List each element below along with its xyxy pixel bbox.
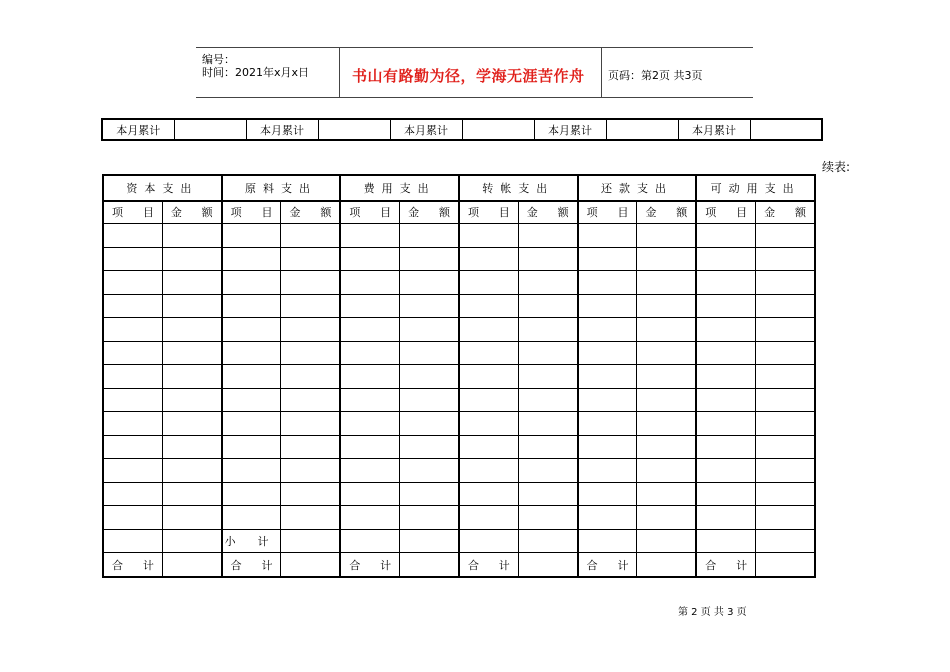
- amount-cell[interactable]: [400, 412, 459, 436]
- amount-cell[interactable]: [162, 412, 221, 436]
- total-char: 计: [617, 558, 629, 572]
- item-cell[interactable]: [578, 365, 637, 389]
- item-cell[interactable]: [222, 506, 281, 530]
- total-char: 计: [736, 558, 748, 572]
- table-row: [103, 341, 815, 365]
- item-cell[interactable]: [459, 459, 518, 483]
- amount-cell[interactable]: [400, 224, 459, 248]
- amount-cell[interactable]: [637, 459, 696, 483]
- column-header-char: 项: [705, 206, 717, 220]
- amount-cell[interactable]: [281, 529, 340, 553]
- table-row: [103, 506, 815, 530]
- item-cell[interactable]: [459, 341, 518, 365]
- item-cell[interactable]: [222, 388, 281, 412]
- item-cell[interactable]: [696, 506, 755, 530]
- item-cell[interactable]: [459, 529, 518, 553]
- amount-cell[interactable]: [518, 247, 577, 271]
- amount-cell[interactable]: [637, 529, 696, 553]
- total-label: [222, 553, 281, 577]
- item-cell[interactable]: [340, 341, 399, 365]
- item-cell[interactable]: [103, 365, 162, 389]
- item-cell[interactable]: [578, 271, 637, 295]
- item-cell[interactable]: [103, 435, 162, 459]
- amount-cell[interactable]: [400, 553, 459, 577]
- amount-cell[interactable]: [637, 412, 696, 436]
- amount-cell[interactable]: [756, 388, 815, 412]
- amount-cell[interactable]: [637, 388, 696, 412]
- item-cell[interactable]: [222, 294, 281, 318]
- amount-cell[interactable]: [637, 482, 696, 506]
- item-cell[interactable]: [340, 435, 399, 459]
- item-cell[interactable]: [578, 318, 637, 342]
- item-cell[interactable]: [222, 271, 281, 295]
- item-cell[interactable]: [696, 435, 755, 459]
- amount-cell[interactable]: [162, 365, 221, 389]
- amount-cell[interactable]: [637, 365, 696, 389]
- group-header: 还款支出: [578, 175, 697, 201]
- item-cell[interactable]: [578, 482, 637, 506]
- column-header-char: 目: [498, 206, 510, 220]
- item-cell[interactable]: [340, 529, 399, 553]
- item-cell[interactable]: [696, 271, 755, 295]
- monthly-cumulative-label: 本月累计: [390, 119, 462, 140]
- column-header-amount: [518, 201, 577, 224]
- total-char: 合: [349, 558, 361, 572]
- amount-cell[interactable]: [756, 482, 815, 506]
- amount-cell[interactable]: [518, 271, 577, 295]
- group-header: 资本支出: [103, 175, 222, 201]
- amount-cell[interactable]: [518, 459, 577, 483]
- group-header: 可动用支出: [696, 175, 815, 201]
- column-header-item: [222, 201, 281, 224]
- subtotal-char: 计: [257, 535, 269, 549]
- group-header: 原料支出: [222, 175, 341, 201]
- table-row: [103, 388, 815, 412]
- amount-cell[interactable]: [637, 294, 696, 318]
- item-cell[interactable]: [696, 412, 755, 436]
- table-row: [103, 247, 815, 271]
- item-cell[interactable]: [222, 435, 281, 459]
- column-header-char: 金: [170, 206, 182, 220]
- amount-cell[interactable]: [162, 318, 221, 342]
- item-cell[interactable]: [459, 318, 518, 342]
- amount-cell[interactable]: [281, 247, 340, 271]
- item-cell[interactable]: [222, 247, 281, 271]
- item-cell[interactable]: [340, 318, 399, 342]
- amount-cell[interactable]: [400, 388, 459, 412]
- item-cell[interactable]: [340, 294, 399, 318]
- item-cell[interactable]: [222, 365, 281, 389]
- item-cell[interactable]: [459, 224, 518, 248]
- amount-cell[interactable]: [281, 506, 340, 530]
- item-cell[interactable]: [340, 388, 399, 412]
- column-header-amount: [400, 201, 459, 224]
- amount-cell[interactable]: [637, 318, 696, 342]
- amount-cell[interactable]: [756, 412, 815, 436]
- monthly-cumulative-value[interactable]: [174, 119, 246, 140]
- column-header-char: 额: [676, 206, 688, 220]
- item-cell[interactable]: [578, 294, 637, 318]
- item-cell[interactable]: [459, 435, 518, 459]
- item-cell[interactable]: [696, 247, 755, 271]
- header-divider-left: [339, 47, 340, 98]
- column-header-item: [696, 201, 755, 224]
- amount-cell[interactable]: [281, 388, 340, 412]
- column-header-char: 金: [526, 206, 538, 220]
- total-label: [459, 553, 518, 577]
- item-cell[interactable]: [103, 271, 162, 295]
- item-cell[interactable]: [340, 482, 399, 506]
- column-header-char: 目: [736, 206, 748, 220]
- item-cell[interactable]: [103, 318, 162, 342]
- total-char: 计: [261, 558, 273, 572]
- amount-cell[interactable]: [518, 318, 577, 342]
- page-footer: 第 2 页 共 3 页: [678, 607, 747, 618]
- page-code: 页码：第2页 共3页: [608, 69, 703, 82]
- item-cell[interactable]: [459, 388, 518, 412]
- total-label: [340, 553, 399, 577]
- amount-cell[interactable]: [518, 412, 577, 436]
- item-cell[interactable]: [340, 365, 399, 389]
- column-header-char: 额: [557, 206, 569, 220]
- subtotal-label: [222, 529, 281, 553]
- amount-cell[interactable]: [637, 435, 696, 459]
- item-cell[interactable]: [578, 506, 637, 530]
- item-cell[interactable]: [696, 318, 755, 342]
- item-cell[interactable]: [222, 459, 281, 483]
- item-cell[interactable]: [696, 482, 755, 506]
- column-header-char: 项: [230, 206, 242, 220]
- item-cell[interactable]: [459, 247, 518, 271]
- amount-cell[interactable]: [518, 435, 577, 459]
- amount-cell[interactable]: [518, 224, 577, 248]
- subtotal-row: [103, 529, 815, 553]
- total-char: 计: [380, 558, 392, 572]
- monthly-cumulative-value[interactable]: [606, 119, 678, 140]
- column-header-char: 目: [617, 206, 629, 220]
- amount-cell[interactable]: [162, 224, 221, 248]
- item-cell[interactable]: [696, 388, 755, 412]
- amount-cell[interactable]: [637, 553, 696, 577]
- item-cell[interactable]: [578, 459, 637, 483]
- amount-cell[interactable]: [756, 247, 815, 271]
- item-cell[interactable]: [340, 247, 399, 271]
- monthly-cumulative-label: 本月累计: [246, 119, 318, 140]
- table-row: [103, 318, 815, 342]
- item-cell[interactable]: [222, 224, 281, 248]
- item-cell[interactable]: [103, 224, 162, 248]
- amount-cell[interactable]: [400, 247, 459, 271]
- item-cell[interactable]: [103, 482, 162, 506]
- item-cell[interactable]: [578, 435, 637, 459]
- table-row: [103, 224, 815, 248]
- amount-cell[interactable]: [400, 365, 459, 389]
- item-cell[interactable]: [103, 388, 162, 412]
- column-header-item: [103, 201, 162, 224]
- amount-cell[interactable]: [162, 459, 221, 483]
- monthly-cumulative-strip: [101, 118, 823, 141]
- amount-cell[interactable]: [756, 341, 815, 365]
- amount-cell[interactable]: [518, 553, 577, 577]
- column-header-item: [340, 201, 399, 224]
- amount-cell[interactable]: [756, 506, 815, 530]
- monthly-cumulative-label: 本月累计: [534, 119, 606, 140]
- column-header-char: 额: [201, 206, 213, 220]
- total-char: 合: [705, 558, 717, 572]
- item-cell[interactable]: [578, 224, 637, 248]
- column-header-char: 金: [408, 206, 420, 220]
- amount-cell[interactable]: [637, 224, 696, 248]
- item-cell[interactable]: [340, 224, 399, 248]
- item-cell[interactable]: [578, 341, 637, 365]
- column-header-char: 项: [112, 206, 123, 220]
- table-row: [103, 294, 815, 318]
- column-header-item: [578, 201, 637, 224]
- amount-cell[interactable]: [281, 553, 340, 577]
- column-header-char: 金: [645, 206, 657, 220]
- total-char: 合: [586, 558, 598, 572]
- monthly-cumulative-value[interactable]: [318, 119, 390, 140]
- amount-cell[interactable]: [162, 294, 221, 318]
- item-cell[interactable]: [696, 294, 755, 318]
- document-number-label: 编号：: [202, 53, 235, 66]
- column-header-char: 项: [586, 206, 598, 220]
- continued-label: 续表:: [822, 160, 851, 174]
- table-row: [103, 365, 815, 389]
- amount-cell[interactable]: [756, 553, 815, 577]
- amount-cell[interactable]: [400, 318, 459, 342]
- table-row: [103, 435, 815, 459]
- amount-cell[interactable]: [162, 435, 221, 459]
- column-header-char: 目: [142, 206, 154, 220]
- item-cell[interactable]: [696, 459, 755, 483]
- table-row: [103, 412, 815, 436]
- group-header: 费用支出: [340, 175, 459, 201]
- item-cell[interactable]: [459, 271, 518, 295]
- amount-cell[interactable]: [518, 341, 577, 365]
- column-header-char: 额: [438, 206, 450, 220]
- amount-cell[interactable]: [281, 412, 340, 436]
- amount-cell[interactable]: [281, 294, 340, 318]
- amount-cell[interactable]: [162, 271, 221, 295]
- amount-cell[interactable]: [162, 506, 221, 530]
- item-cell[interactable]: [103, 529, 162, 553]
- item-cell[interactable]: [103, 247, 162, 271]
- item-cell[interactable]: [222, 412, 281, 436]
- amount-cell[interactable]: [281, 271, 340, 295]
- amount-cell[interactable]: [518, 365, 577, 389]
- item-cell[interactable]: [222, 482, 281, 506]
- amount-cell[interactable]: [518, 482, 577, 506]
- monthly-cumulative-label: 本月累计: [678, 119, 750, 140]
- item-cell[interactable]: [222, 318, 281, 342]
- amount-cell[interactable]: [281, 459, 340, 483]
- item-cell[interactable]: [696, 529, 755, 553]
- item-cell[interactable]: [696, 224, 755, 248]
- amount-cell[interactable]: [637, 247, 696, 271]
- item-cell[interactable]: [696, 365, 755, 389]
- amount-cell[interactable]: [400, 482, 459, 506]
- item-cell[interactable]: [459, 506, 518, 530]
- item-cell[interactable]: [340, 271, 399, 295]
- item-cell[interactable]: [459, 294, 518, 318]
- header-motto: 书山有路勤为径，学海无涯苦作舟: [352, 67, 585, 85]
- total-label: [696, 553, 755, 577]
- column-header-char: 金: [289, 206, 301, 220]
- amount-cell[interactable]: [281, 365, 340, 389]
- amount-cell[interactable]: [756, 529, 815, 553]
- column-header-char: 项: [467, 206, 479, 220]
- amount-cell[interactable]: [281, 435, 340, 459]
- amount-cell[interactable]: [637, 271, 696, 295]
- item-cell[interactable]: [103, 412, 162, 436]
- amount-cell[interactable]: [281, 341, 340, 365]
- total-char: 合: [112, 558, 123, 572]
- amount-cell[interactable]: [756, 365, 815, 389]
- column-header-char: 目: [380, 206, 392, 220]
- item-cell[interactable]: [578, 529, 637, 553]
- total-label: [578, 553, 637, 577]
- amount-cell[interactable]: [756, 294, 815, 318]
- amount-cell[interactable]: [756, 271, 815, 295]
- total-char: 合: [467, 558, 479, 572]
- amount-cell[interactable]: [162, 482, 221, 506]
- column-header-char: 项: [349, 206, 361, 220]
- item-cell[interactable]: [340, 506, 399, 530]
- group-header: 转帐支出: [459, 175, 578, 201]
- amount-cell[interactable]: [162, 341, 221, 365]
- amount-cell[interactable]: [400, 294, 459, 318]
- total-char: 合: [230, 558, 242, 572]
- item-cell[interactable]: [696, 341, 755, 365]
- item-cell[interactable]: [222, 341, 281, 365]
- total-char: 计: [498, 558, 510, 572]
- item-cell[interactable]: [459, 482, 518, 506]
- item-cell[interactable]: [340, 412, 399, 436]
- total-label: [103, 553, 162, 577]
- column-header-amount: [756, 201, 815, 224]
- column-header-char: 目: [261, 206, 273, 220]
- amount-cell[interactable]: [400, 271, 459, 295]
- amount-cell[interactable]: [518, 294, 577, 318]
- amount-cell[interactable]: [162, 553, 221, 577]
- amount-cell[interactable]: [400, 459, 459, 483]
- amount-cell[interactable]: [400, 506, 459, 530]
- expenditure-table: [102, 174, 816, 578]
- amount-cell[interactable]: [756, 459, 815, 483]
- item-cell[interactable]: [103, 294, 162, 318]
- amount-cell[interactable]: [518, 388, 577, 412]
- amount-cell[interactable]: [756, 435, 815, 459]
- item-cell[interactable]: [578, 247, 637, 271]
- item-cell[interactable]: [103, 459, 162, 483]
- amount-cell[interactable]: [400, 341, 459, 365]
- amount-cell[interactable]: [756, 318, 815, 342]
- amount-cell[interactable]: [637, 506, 696, 530]
- amount-cell[interactable]: [637, 341, 696, 365]
- column-header-amount: [162, 201, 221, 224]
- amount-cell[interactable]: [400, 529, 459, 553]
- item-cell[interactable]: [578, 388, 637, 412]
- amount-cell[interactable]: [162, 529, 221, 553]
- header-bottom-rule: [196, 97, 753, 98]
- column-header-amount: [637, 201, 696, 224]
- item-cell[interactable]: [103, 341, 162, 365]
- column-header-char: 额: [320, 206, 332, 220]
- item-cell[interactable]: [340, 459, 399, 483]
- amount-cell[interactable]: [400, 435, 459, 459]
- item-cell[interactable]: [578, 412, 637, 436]
- total-row: [103, 553, 815, 577]
- total-char: 计: [142, 558, 154, 572]
- monthly-cumulative-value[interactable]: [750, 119, 822, 140]
- amount-cell[interactable]: [281, 318, 340, 342]
- table-row: [103, 459, 815, 483]
- item-cell[interactable]: [459, 365, 518, 389]
- amount-cell[interactable]: [281, 224, 340, 248]
- item-cell[interactable]: [103, 506, 162, 530]
- amount-cell[interactable]: [281, 482, 340, 506]
- amount-cell[interactable]: [756, 224, 815, 248]
- amount-cell[interactable]: [162, 388, 221, 412]
- header-divider-right: [601, 47, 602, 98]
- monthly-cumulative-label: 本月累计: [102, 119, 174, 140]
- column-header-amount: [281, 201, 340, 224]
- amount-cell[interactable]: [162, 247, 221, 271]
- header-top-rule: [196, 47, 753, 48]
- table-row: [103, 482, 815, 506]
- table-row: [103, 271, 815, 295]
- amount-cell[interactable]: [518, 506, 577, 530]
- amount-cell[interactable]: [518, 529, 577, 553]
- monthly-cumulative-value[interactable]: [462, 119, 534, 140]
- column-header-char: 金: [764, 206, 776, 220]
- item-cell[interactable]: [459, 412, 518, 436]
- subtotal-char: 小: [224, 535, 236, 549]
- document-date: 时间：2021年x月x日: [202, 66, 310, 79]
- column-header-item: [459, 201, 518, 224]
- column-header-char: 额: [794, 206, 806, 220]
